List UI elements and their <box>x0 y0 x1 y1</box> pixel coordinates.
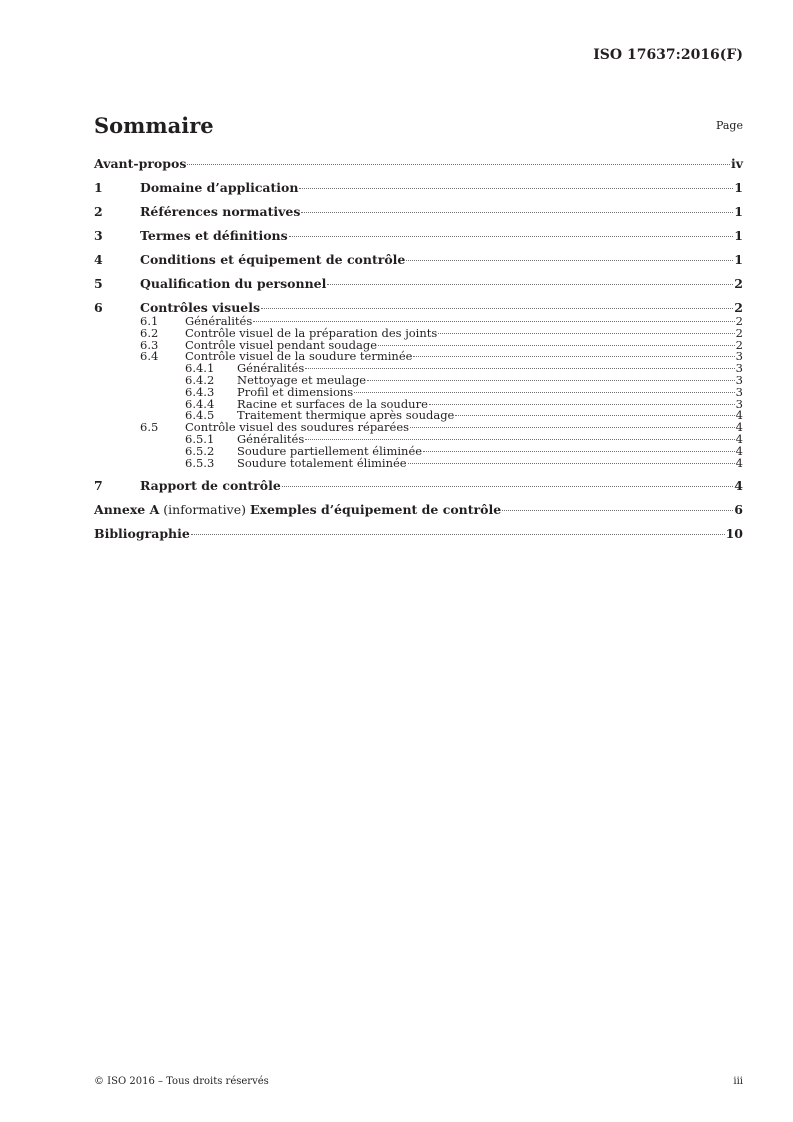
dot-leader <box>378 345 735 346</box>
toc-entry-number: 1 <box>94 180 103 195</box>
toc-entry-label: Bibliographie <box>94 525 190 541</box>
dot-leader <box>410 427 735 428</box>
toc-entry-label: Exemples d’équipement de contrôle <box>249 501 502 517</box>
toc-entry-number: 3 <box>94 228 103 243</box>
toc-entry-label: Nettoyage et meulage <box>237 372 367 387</box>
annex-qualifier: (informative) <box>159 501 250 517</box>
toc-entry-number: 2 <box>94 204 103 219</box>
toc-entry-page: 2 <box>735 314 743 328</box>
dot-leader <box>327 284 733 285</box>
toc-entry-bibliographie[interactable] <box>94 525 743 549</box>
toc-entry-page: 3 <box>735 349 743 364</box>
toc-entry-number: 6.4.5 <box>185 408 215 423</box>
toc-entry-label: Profil et dimensions <box>237 384 354 399</box>
dot-leader <box>301 212 733 213</box>
toc-entry-page: 4 <box>734 477 743 493</box>
toc-entry-label: Généralités <box>185 314 253 328</box>
toc-entry-label: Avant-propos <box>94 156 187 171</box>
toc-entry-number: 6.5.1 <box>185 431 215 446</box>
table-of-contents <box>94 155 743 549</box>
dot-leader <box>289 236 734 237</box>
toc-entry-page: 3 <box>735 361 743 376</box>
page-column-label: Page <box>715 119 743 132</box>
toc-entry-label: Qualification du personnel <box>140 276 327 291</box>
toc-entry-number: 6.3 <box>140 337 159 352</box>
toc-entry-label: Termes et définitions <box>140 228 288 243</box>
toc-entry-page: 4 <box>735 420 743 435</box>
dot-leader <box>305 368 734 369</box>
toc-entry-page: 2 <box>735 337 743 352</box>
toc-entry-1[interactable] <box>94 179 743 203</box>
toc-entry-avant-propos[interactable] <box>94 155 743 179</box>
dot-leader <box>299 188 733 189</box>
toc-entry-page: 3 <box>735 372 743 387</box>
dot-leader <box>253 321 734 322</box>
toc-entry-number: 6.4.1 <box>185 361 215 376</box>
toc-entry-page: iv <box>730 156 743 171</box>
toc-entry-6-5-3[interactable] <box>94 455 743 477</box>
toc-entry-label: Contrôle visuel de la préparation des joints <box>185 325 438 340</box>
toc-entry-number: 6.4.3 <box>185 384 215 399</box>
toc-entry-page: 4 <box>735 443 743 458</box>
toc-entry-label: Domaine d’application <box>140 180 299 195</box>
toc-entry-2[interactable] <box>94 203 743 227</box>
document-reference: ISO 17637:2016(F) <box>593 47 743 63</box>
page-title: Sommaire <box>94 113 214 138</box>
toc-entry-number: 6.5.2 <box>185 443 215 458</box>
dot-leader <box>406 260 733 261</box>
toc-entry-page: 2 <box>734 300 743 315</box>
dot-leader <box>305 439 734 440</box>
toc-entry-label: Racine et surfaces de la soudure <box>237 396 428 411</box>
toc-entry-label: Contrôle visuel des soudures réparées <box>185 420 410 435</box>
toc-entry-3[interactable] <box>94 227 743 251</box>
toc-entry-label: Généralités <box>237 431 305 446</box>
dot-leader <box>413 356 734 357</box>
title-row <box>94 113 743 143</box>
toc-entry-label: Soudure totalement éliminée <box>237 455 407 470</box>
toc-entry-number: 6.1 <box>140 314 159 328</box>
toc-entry-label: Contrôle visuel pendant soudage <box>185 337 378 352</box>
toc-entry-label: Contrôle visuel de la soudure terminée <box>185 349 413 364</box>
toc-entry-page: 1 <box>734 252 743 267</box>
dot-leader <box>354 392 734 393</box>
dot-leader <box>261 308 733 309</box>
page-number: iii <box>733 1076 743 1087</box>
toc-entry-number: 7 <box>94 477 103 493</box>
toc-entry-label: Généralités <box>237 361 305 376</box>
dot-leader <box>455 415 734 416</box>
toc-entry-annexe-a[interactable] <box>94 501 743 525</box>
toc-entry-label: Contrôles visuels <box>140 300 261 315</box>
toc-entry-number: 4 <box>94 252 103 267</box>
dot-leader <box>429 404 735 405</box>
toc-entry-label: Références normatives <box>140 204 301 219</box>
toc-entry-number: 6 <box>94 300 103 315</box>
dot-leader <box>502 510 733 511</box>
toc-entry-number: 6.5 <box>140 420 159 435</box>
toc-entry-page: 3 <box>735 396 743 411</box>
toc-entry-label: Traitement thermique après soudage <box>237 408 455 423</box>
toc-entry-label: Conditions et équipement de contrôle <box>140 252 406 267</box>
toc-entry-page: 2 <box>734 276 743 291</box>
toc-entry-label: Rapport de contrôle <box>140 477 281 493</box>
dot-leader <box>187 164 730 165</box>
toc-entry-page: 1 <box>734 228 743 243</box>
toc-entry-page: 1 <box>734 180 743 195</box>
toc-entry-5[interactable] <box>94 275 743 299</box>
toc-entry-number: 5 <box>94 276 103 291</box>
toc-entry-page: 10 <box>725 525 743 541</box>
toc-entry-number: 6.5.3 <box>185 455 215 470</box>
toc-entry-number: 6.2 <box>140 325 159 340</box>
toc-entry-label: Soudure partiellement éliminée <box>237 443 423 458</box>
toc-entry-page: 4 <box>735 455 743 470</box>
dot-leader <box>438 333 734 334</box>
toc-entry-page: 4 <box>735 408 743 423</box>
toc-entry-number: 6.4 <box>140 349 159 364</box>
dot-leader <box>191 534 725 535</box>
toc-entry-number: 6.4.4 <box>185 396 215 411</box>
dot-leader <box>408 463 735 464</box>
toc-entry-number: 6.4.2 <box>185 372 215 387</box>
copyright-notice: © ISO 2016 – Tous droits réservés <box>94 1076 269 1087</box>
toc-entry-page: 3 <box>735 384 743 399</box>
toc-entry-7[interactable] <box>94 477 743 501</box>
toc-entry-page: 1 <box>734 204 743 219</box>
toc-entry-4[interactable] <box>94 251 743 275</box>
dot-leader <box>423 451 735 452</box>
toc-entry-page: 4 <box>735 431 743 446</box>
dot-leader <box>282 486 734 487</box>
dot-leader <box>367 380 735 381</box>
annex-prefix: Annexe A <box>94 501 160 517</box>
toc-entry-page: 6 <box>734 501 743 517</box>
toc-entry-page: 2 <box>735 325 743 340</box>
